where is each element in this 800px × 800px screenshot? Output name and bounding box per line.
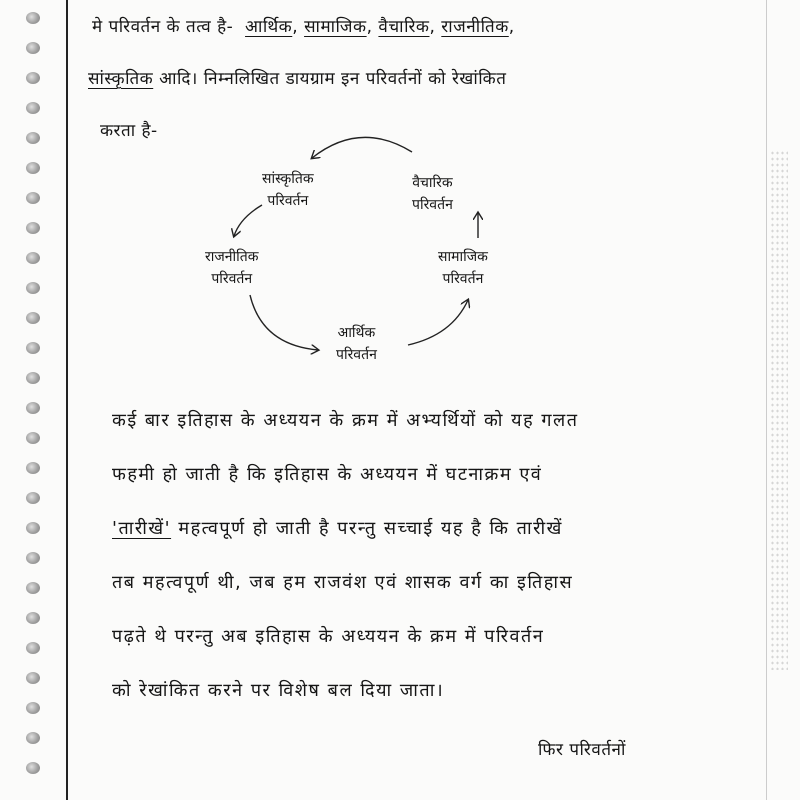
arrow-economic-to-social (408, 300, 468, 345)
node-social-line2: परिवर्तन (442, 271, 484, 287)
term-cultural: सांस्कृतिक (88, 69, 154, 89)
intro-line-1: मे परिवर्तन के तत्व है- आर्थिक, सामाजिक, वैचारिक, राजनीतिक, (92, 17, 515, 37)
arrow-political-to-economic (250, 295, 318, 350)
paragraph-line-3 (112, 516, 563, 540)
node-economic-change (336, 322, 377, 366)
term-economic: आर्थिक (245, 17, 293, 37)
node-cultural-change (262, 168, 314, 212)
continuation-text: फिर परिवर्तनों (538, 740, 626, 760)
node-ideological-change (412, 172, 453, 216)
node-cultural-line2: परिवर्तन (267, 193, 309, 209)
term-ideological: वैचारिक (378, 17, 430, 37)
intro-line1-start: मे परिवर्तन के तत्व है- (92, 17, 234, 37)
arrow-cultural-to-political (234, 205, 262, 236)
node-economic-line2: परिवर्तन (336, 347, 377, 363)
arrow-ideological-to-cultural (312, 137, 412, 158)
intro-line-3: करता है- (100, 121, 158, 141)
paragraph-line-2: फहमी हो जाती है कि इतिहास के अध्ययन में घटनाक्रम एवं (112, 464, 543, 485)
node-ideological-line1: वैचारिक (412, 175, 453, 191)
paragraph-line-6: को रेखांकित करने पर विशेष बल दिया जाता। (112, 680, 445, 701)
node-political-change (205, 246, 259, 290)
paragraph-line3-rest: महत्वपूर्ण हो जाती है परन्तु सच्चाई यह है कि तारीखें (178, 518, 563, 539)
node-social-line1: सामाजिक (438, 249, 488, 265)
node-ideological-line2: परिवर्तन (412, 197, 453, 213)
paragraph-line-5: पढ़ते थे परन्तु अब इतिहास के अध्ययन के क्रम में परिवर्तन (112, 626, 545, 647)
paragraph-line-4: तब महत्वपूर्ण थी, जब हम राजवंश एवं शासक वर्ग का इतिहास (112, 572, 574, 593)
term-social: सामाजिक (304, 17, 367, 37)
node-cultural-line1: सांस्कृतिक (262, 171, 314, 187)
intro-line2-rest: आदि। निम्नलिखित डायग्राम इन परिवर्तनों को रेखांकित (159, 69, 507, 89)
node-political-line2: परिवर्तन (211, 271, 253, 287)
node-political-line1: राजनीतिक (205, 249, 259, 265)
term-political: राजनीतिक (441, 17, 509, 37)
node-social-change (438, 246, 488, 290)
term-dates: 'तारीखें' (112, 518, 172, 539)
node-economic-line1: आर्थिक (337, 325, 376, 341)
paragraph-line-1: कई बार इतिहास के अध्ययन के क्रम में अभ्यर्थियों को यह गलत (112, 410, 579, 431)
